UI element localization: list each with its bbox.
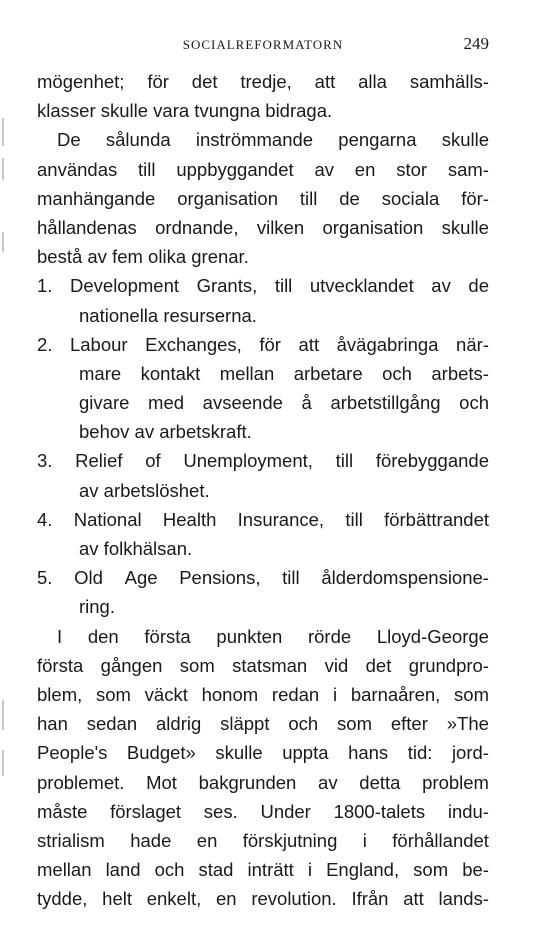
- text-line: första gången som statsman vid det grundpro-: [37, 654, 489, 676]
- text-line: tydde, helt enkelt, en revolution. Ifrån att lands-: [37, 888, 489, 910]
- scan-edge-mark: [2, 232, 4, 252]
- body-text: [37, 67, 489, 913]
- text-line: klasser skulle vara tvungna bidraga.: [37, 100, 333, 122]
- list-item-line: av folkhälsan.: [79, 538, 193, 559]
- list-item-line: ring.: [79, 596, 115, 618]
- text-line: strialism hade en förskjutning i förhållandet: [37, 829, 489, 851]
- running-head: [37, 34, 489, 56]
- list-item-line: av arbetslöshet.: [79, 479, 210, 501]
- list-item-line: 3. Relief of Unemployment, till förebyggande: [37, 450, 489, 472]
- list-item-line: 4. National Health Insurance, till förbättrandet: [37, 508, 489, 530]
- list-item-line: mare kontakt mellan arbetare och arbets-: [79, 362, 489, 384]
- list-item-line: 1. Development Grants, till utvecklandet av de: [37, 275, 489, 297]
- list-item-line: 2. Labour Exchanges, för att åvägabringa när-: [37, 333, 489, 355]
- text-line: problemet. Mot bakgrunden av detta problem: [37, 771, 489, 793]
- text-line: mögenhet; för det tredje, att alla samhälls-: [37, 71, 489, 92]
- text-line: bestå av fem olika grenar.: [37, 246, 249, 268]
- text-line: manhängande organisation till de sociala för-: [37, 187, 489, 209]
- text-line: De sålunda inströmmande pengarna skulle: [57, 129, 489, 151]
- running-title: SOCIALREFORMATORN: [182, 37, 344, 52]
- list-item-line: givare med avseende å arbetstillgång och: [79, 392, 489, 414]
- list-item-line: nationella resurserna.: [79, 304, 257, 326]
- text-line: blem, som väckt honom redan i barnaåren, som: [37, 683, 489, 705]
- text-line: han sedan aldrig släppt och som efter »The: [37, 713, 489, 735]
- text-line: användas till uppbyggandet av en stor sam-: [37, 158, 489, 180]
- scan-edge-mark: [2, 158, 4, 180]
- text-line: mellan land och stad inträtt i England, som be-: [37, 859, 489, 881]
- page-number: 249: [463, 34, 489, 53]
- list-item-line: behov av arbetskraft.: [79, 421, 252, 443]
- text-line: hållandenas ordnande, vilken organisation skulle: [37, 216, 489, 238]
- scan-edge-mark: [2, 118, 4, 146]
- text-line: I den första punkten rörde Lloyd-George: [57, 625, 489, 647]
- scan-edge-mark: [2, 700, 4, 730]
- scan-edge-mark: [2, 750, 4, 776]
- list-item-line: 5. Old Age Pensions, till ålderdomspensione-: [37, 567, 489, 589]
- text-line: måste förslaget ses. Under 1800-talets indu-: [37, 800, 489, 822]
- text-line: People's Budget» skulle uppta hans tid: jord-: [37, 742, 489, 764]
